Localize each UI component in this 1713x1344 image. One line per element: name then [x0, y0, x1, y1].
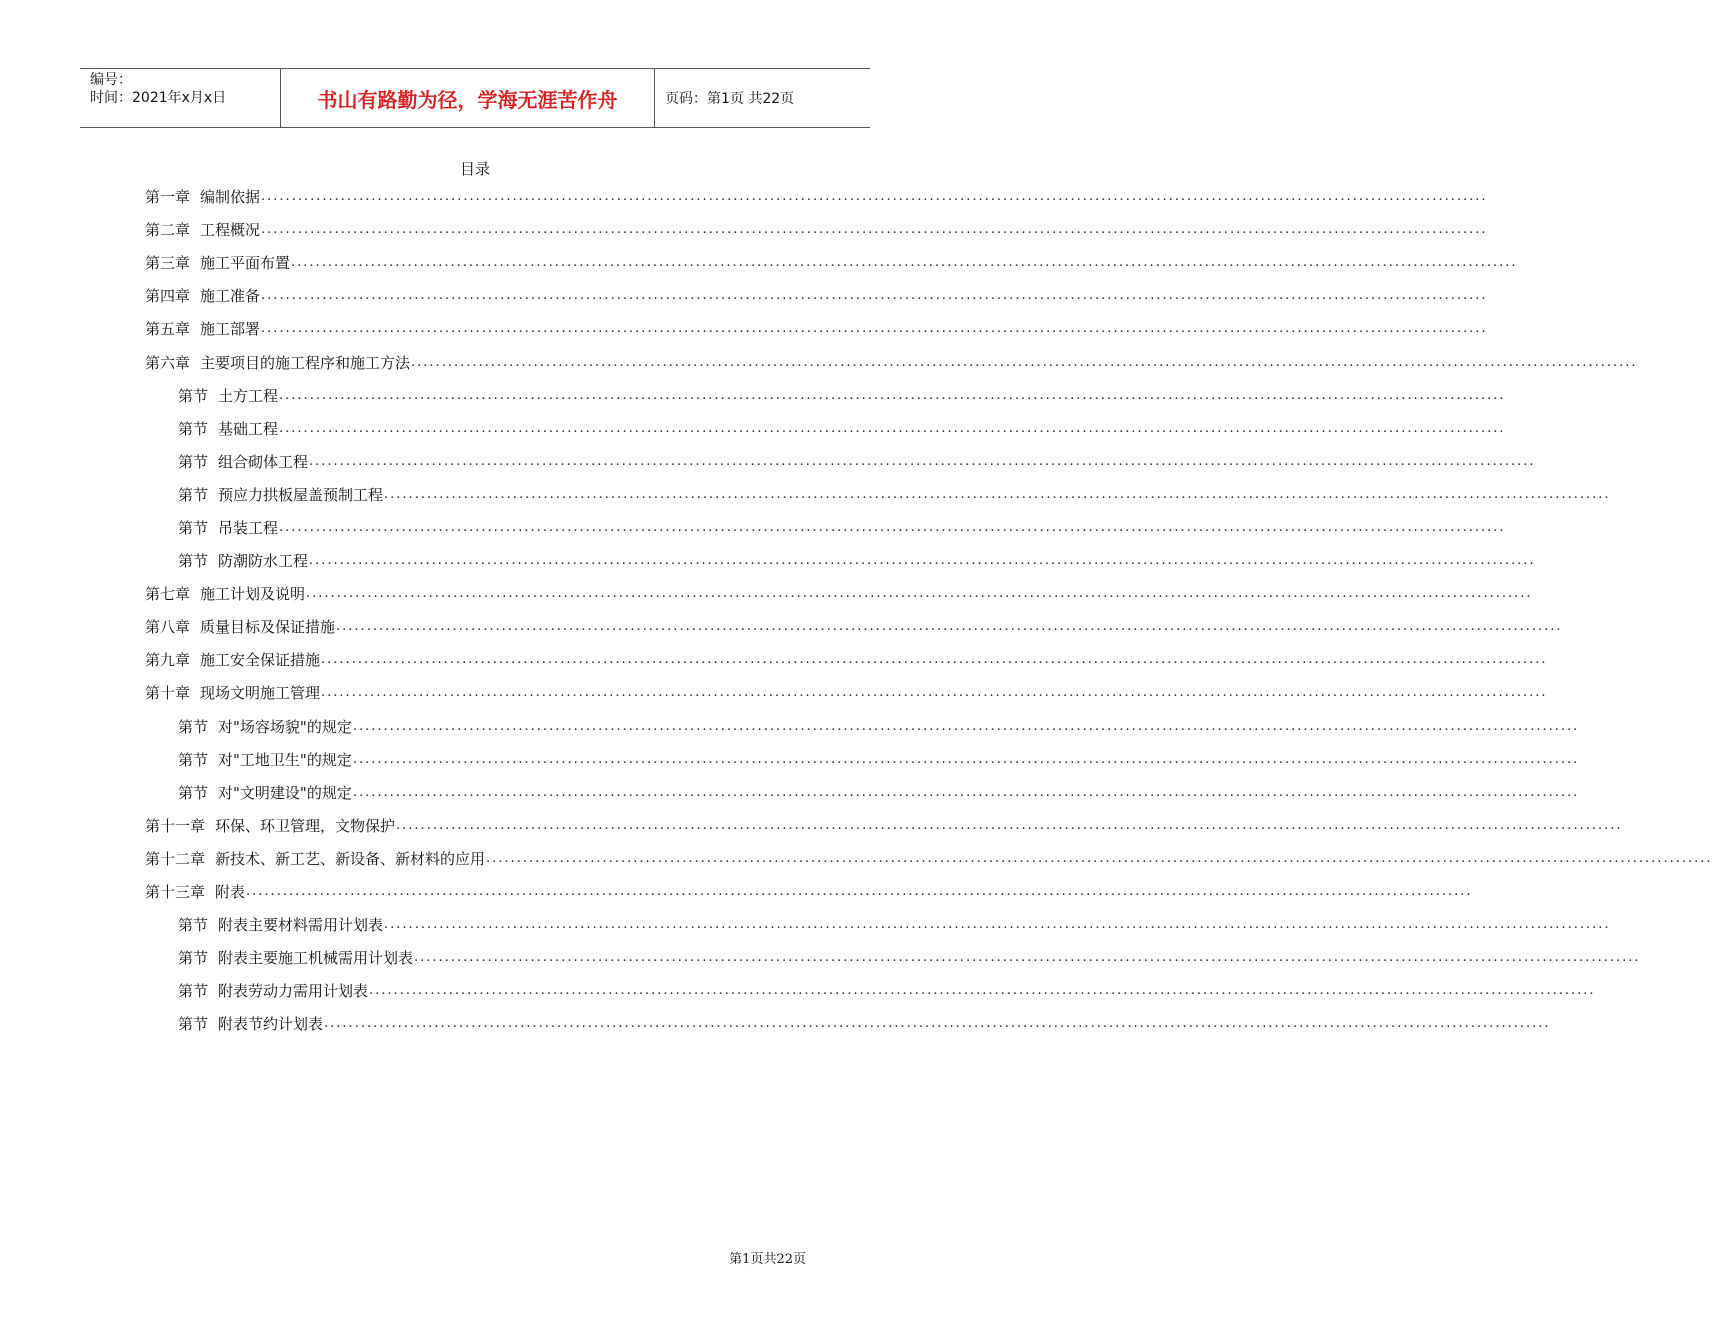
toc-dot-leader: ........................................................................................................................................................................................................	[384, 917, 1611, 933]
toc-dot-leader: ........................................................................................................................................................................................................	[261, 288, 1488, 304]
toc-dot-leader: ........................................................................................................................................................................................................	[246, 884, 1473, 900]
toc-entry[interactable]	[145, 312, 1488, 345]
toc-dot-leader: ........................................................................................................................................................................................................	[261, 222, 1488, 238]
toc-entry-title: 组合砌体工程	[218, 452, 309, 471]
toc-dot-leader: ........................................................................................................................................................................................................	[411, 354, 1638, 370]
header-page-info: 页码：第1页 共22页	[665, 91, 795, 107]
toc-entry-number: 第节	[178, 386, 209, 405]
toc-entry-number: 第节	[178, 452, 209, 471]
toc-entry-number: 第节	[178, 949, 209, 968]
toc-dot-leader: ........................................................................................................................................................................................................	[336, 619, 1563, 635]
toc-entry-number: 第节	[178, 717, 209, 736]
toc-entry-title: 现场文明施工管理	[200, 684, 321, 703]
toc-entry[interactable]	[145, 676, 1548, 709]
toc-entry-title: 附表劳动力需用计划表	[218, 982, 369, 1001]
toc-entry-title: 附表主要材料需用计划表	[218, 916, 384, 935]
toc-entry-title: 对"场容场貌"的规定	[218, 717, 352, 736]
toc-title: 目录	[459, 160, 490, 178]
toc-entry-number: 第八章	[145, 618, 191, 637]
toc-entry[interactable]	[145, 610, 1563, 643]
toc-dot-leader: ........................................................................................................................................................................................................	[321, 685, 1548, 701]
toc-entry-title: 附表	[215, 883, 246, 902]
toc-entry-title: 施工准备	[200, 287, 261, 306]
toc-entry-title: 防潮防水工程	[218, 552, 309, 571]
toc-entry-title: 施工计划及说明	[200, 585, 306, 604]
toc-entry-number: 第九章	[145, 651, 191, 670]
toc-entry-number: 第五章	[145, 320, 191, 339]
toc-entry-number: 第节	[178, 750, 209, 769]
toc-entry-title: 附表节约计划表	[218, 1015, 324, 1034]
toc-entry-number: 第节	[178, 982, 209, 1001]
toc-entry[interactable]	[145, 875, 1473, 908]
toc-dot-leader: ........................................................................................................................................................................................................	[279, 420, 1506, 436]
toc-entry-title: 编制依据	[200, 188, 261, 207]
toc-entry[interactable]	[145, 974, 1596, 1007]
toc-dot-leader: ........................................................................................................................................................................................................	[414, 950, 1641, 966]
toc-entry[interactable]	[145, 743, 1580, 776]
toc-entry[interactable]	[145, 643, 1548, 676]
toc-entry-number: 第七章	[145, 585, 191, 604]
toc-entry-title: 主要项目的施工程序和施工方法	[200, 353, 411, 372]
page-footer: 第1页共22页	[729, 1252, 806, 1267]
header-meta	[80, 69, 281, 127]
toc-entry-title: 施工部署	[200, 320, 261, 339]
toc-entry-title: 工程概况	[200, 221, 261, 240]
toc-dot-leader: ........................................................................................................................................................................................................	[352, 718, 1580, 734]
toc-entry-number: 第二章	[145, 221, 191, 240]
toc-dot-leader: ........................................................................................................................................................................................................	[384, 486, 1611, 502]
toc-entry-title: 预应力拱板屋盖预制工程	[218, 485, 384, 504]
toc-entry-number: 第六章	[145, 353, 191, 372]
toc-dot-leader: ........................................................................................................................................................................................................	[321, 652, 1548, 668]
toc-entry-number: 第十一章	[145, 816, 206, 835]
toc-entry-number: 第三章	[145, 254, 191, 273]
table-of-contents	[145, 180, 1713, 1040]
toc-dot-leader: ........................................................................................................................................................................................................	[486, 850, 1713, 866]
toc-dot-leader: ........................................................................................................................................................................................................	[324, 1016, 1551, 1032]
toc-dot-leader: ........................................................................................................................................................................................................	[369, 983, 1596, 999]
toc-entry[interactable]	[145, 511, 1506, 544]
toc-dot-leader: ........................................................................................................................................................................................................	[261, 321, 1488, 337]
toc-entry[interactable]	[145, 577, 1533, 610]
toc-dot-leader: ........................................................................................................................................................................................................	[306, 586, 1533, 602]
toc-entry[interactable]	[145, 1007, 1551, 1040]
toc-dot-leader: ........................................................................................................................................................................................................	[261, 189, 1488, 205]
toc-entry-number: 第十章	[145, 684, 191, 703]
toc-dot-leader: ........................................................................................................................................................................................................	[309, 453, 1536, 469]
toc-entry-number: 第节	[178, 916, 209, 935]
toc-dot-leader: ........................................................................................................................................................................................................	[352, 751, 1580, 767]
toc-dot-leader: ........................................................................................................................................................................................................	[309, 553, 1536, 569]
toc-entry[interactable]	[145, 842, 1713, 875]
toc-entry[interactable]	[145, 809, 1623, 842]
toc-entry-title: 对"文明建设"的规定	[218, 783, 352, 802]
toc-entry-number: 第节	[178, 783, 209, 802]
toc-entry-title: 环保、环卫管理，文物保护	[215, 816, 396, 835]
doc-time-label: 时间：2021年x月x日	[90, 90, 227, 106]
toc-entry-title: 附表主要施工机械需用计划表	[218, 949, 414, 968]
toc-entry[interactable]	[145, 345, 1638, 378]
toc-dot-leader: ........................................................................................................................................................................................................	[291, 255, 1518, 271]
toc-entry-number: 第节	[178, 485, 209, 504]
toc-dot-leader: ........................................................................................................................................................................................................	[279, 519, 1506, 535]
toc-entry[interactable]	[145, 279, 1488, 312]
toc-dot-leader: ........................................................................................................................................................................................................	[279, 387, 1506, 403]
toc-dot-leader: ........................................................................................................................................................................................................	[396, 817, 1623, 833]
toc-entry-number: 第节	[178, 518, 209, 537]
toc-entry[interactable]	[145, 180, 1488, 213]
toc-entry[interactable]	[145, 445, 1536, 478]
toc-entry-number: 第十二章	[145, 849, 206, 868]
toc-entry-number: 第节	[178, 419, 209, 438]
toc-entry-title: 新技术、新工艺、新设备、新材料的应用	[215, 849, 486, 868]
toc-entry[interactable]	[145, 544, 1536, 577]
toc-entry-title: 对"工地卫生"的规定	[218, 750, 352, 769]
header-motto: 书山有路勤为径，学海无涯苦作舟	[281, 69, 655, 127]
toc-entry-title: 吊装工程	[218, 518, 279, 537]
toc-entry-number: 第节	[178, 552, 209, 571]
toc-entry[interactable]	[145, 908, 1611, 941]
doc-number-label: 编号：	[90, 72, 132, 88]
toc-entry[interactable]	[145, 379, 1506, 412]
toc-entry[interactable]	[145, 710, 1580, 743]
toc-entry[interactable]	[145, 776, 1580, 809]
toc-entry[interactable]	[145, 412, 1506, 445]
toc-entry-number: 第节	[178, 1015, 209, 1034]
toc-entry-number: 第十三章	[145, 883, 206, 902]
toc-entry-number: 第四章	[145, 287, 191, 306]
toc-entry-title: 施工平面布置	[200, 254, 291, 273]
page-header	[80, 68, 870, 128]
toc-entry[interactable]	[145, 246, 1518, 279]
toc-entry-title: 土方工程	[218, 386, 279, 405]
toc-entry-number: 第一章	[145, 188, 191, 207]
toc-entry[interactable]	[145, 478, 1611, 511]
toc-entry-title: 质量目标及保证措施	[200, 618, 336, 637]
toc-entry[interactable]	[145, 213, 1488, 246]
toc-entry-title: 施工安全保证措施	[200, 651, 321, 670]
toc-entry[interactable]	[145, 941, 1641, 974]
toc-dot-leader: ........................................................................................................................................................................................................	[352, 784, 1580, 800]
toc-entry-title: 基础工程	[218, 419, 279, 438]
